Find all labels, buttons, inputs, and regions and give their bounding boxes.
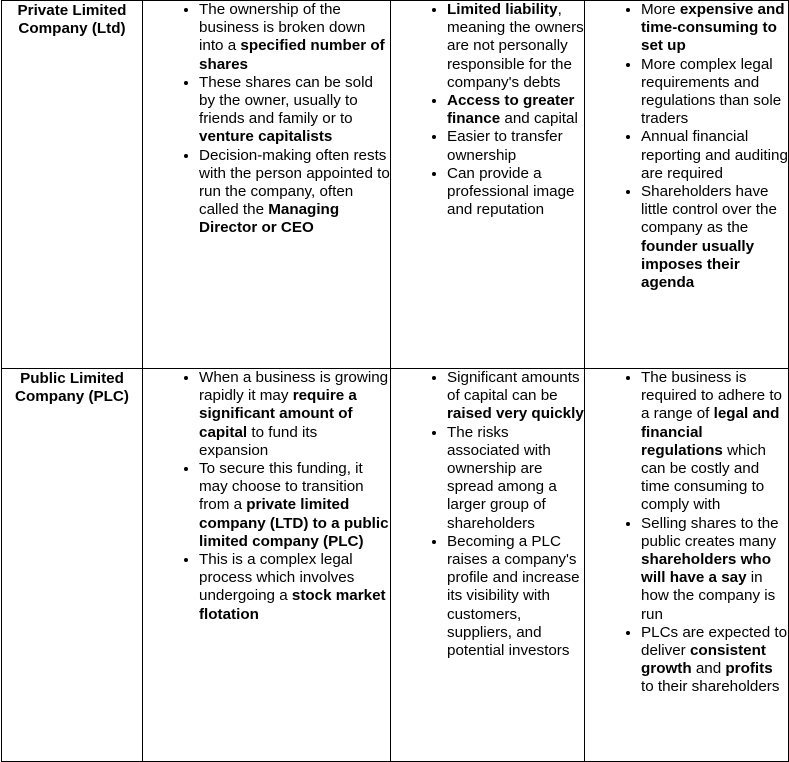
bullet-list	[143, 369, 390, 624]
list-item	[641, 515, 788, 624]
list-item	[641, 183, 788, 292]
disadvantages-cell	[585, 369, 789, 762]
text: which can be costly and time consuming to comply with	[641, 441, 766, 514]
text: Significant amounts of capital can be	[447, 369, 580, 405]
business-structure-table	[1, 0, 789, 762]
list-item	[199, 74, 390, 147]
list-item	[641, 369, 788, 515]
advantages-cell	[391, 369, 585, 762]
row-heading-cell	[2, 369, 143, 762]
list-item	[641, 1, 788, 56]
list-item	[447, 369, 584, 424]
bold-text: shareholders who will have a say	[641, 551, 771, 587]
table-row	[2, 369, 789, 762]
text: , meaning the owners are not personally responsible for the company's debts	[447, 1, 584, 91]
bold-text: Access to greater finance	[447, 92, 575, 128]
text: More complex legal requirements and regulations than sole traders	[641, 55, 782, 128]
bold-text: expensive and time-consuming to set up	[641, 1, 785, 55]
text: The risks associated with ownership are spread among a larger group of shareholders	[447, 423, 557, 532]
list-item	[447, 424, 584, 533]
table-row	[2, 1, 789, 369]
bold-text: raised very quickly	[447, 405, 584, 423]
bullet-list	[143, 1, 390, 238]
list-item	[641, 128, 788, 183]
text: Decision-making often rests with the person appointed to run the company, often called the	[199, 146, 390, 219]
list-item	[199, 460, 390, 551]
bold-text: consistent growth	[641, 642, 766, 678]
bullet-list	[585, 1, 788, 292]
text: Annual financial reporting and auditing are required	[641, 128, 788, 182]
text: Becoming a PLC raises a company's profile and increase its visibility with customers, suppliers, and potential investors	[447, 532, 580, 660]
text: Selling shares to the public creates many	[641, 514, 779, 550]
text: The business is required to adhere to a range of	[641, 369, 783, 423]
row-heading: Private Limited Company (Ltd)	[17, 2, 127, 38]
bold-text: Limited liability	[447, 1, 558, 18]
explanation-cell	[143, 1, 391, 369]
list-item	[199, 147, 390, 238]
bold-text: stock market flotation	[199, 587, 386, 623]
list-item	[447, 92, 584, 128]
disadvantages-cell	[585, 1, 789, 369]
text: Easier to transfer ownership	[447, 128, 563, 164]
bold-text: Managing Director or CEO	[199, 201, 340, 237]
bold-text: profits	[725, 660, 773, 678]
list-item	[641, 56, 788, 129]
list-item	[199, 369, 390, 460]
text: to their shareholders	[641, 678, 780, 696]
list-item	[199, 1, 390, 74]
list-item	[447, 1, 584, 92]
bold-text: legal and financial regulations	[641, 405, 780, 459]
text: More	[641, 1, 680, 18]
text: in how the company is run	[641, 569, 776, 623]
list-item	[447, 533, 584, 660]
bold-text: venture capitalists	[199, 128, 333, 146]
text: The ownership of the business is broken down into a	[199, 1, 366, 55]
text: to fund its expansion	[199, 423, 318, 459]
row-heading-cell	[2, 1, 143, 369]
list-item	[199, 551, 390, 624]
bullet-list	[585, 369, 788, 697]
text: This is a complex legal process which involves undergoing a	[199, 551, 355, 605]
list-item	[447, 165, 584, 220]
list-item	[641, 624, 788, 697]
text: Shareholders have little control over the company as the	[641, 183, 777, 237]
text: When a business is growing rapidly it may	[199, 369, 389, 405]
text: and capital	[500, 110, 578, 128]
row-heading: Public Limited Company (PLC)	[15, 370, 129, 406]
explanation-cell	[143, 369, 391, 762]
bullet-list	[391, 1, 584, 219]
text: These shares can be sold by the owner, usually to friends and family or to	[199, 73, 373, 128]
bold-text: require a significant amount of capital	[199, 387, 357, 441]
text: and	[691, 660, 726, 678]
bold-text: founder usually imposes their agenda	[641, 237, 755, 292]
text: Can provide a professional image and reputation	[447, 164, 575, 219]
text: PLCs are expected to deliver	[641, 623, 788, 660]
advantages-cell	[391, 1, 585, 369]
text: To secure this funding, it may choose to transition from a	[199, 460, 364, 514]
list-item	[447, 128, 584, 164]
bold-text: specified number of shares	[199, 37, 385, 73]
bold-text: private limited company (LTD) to a public limited company (PLC)	[199, 496, 389, 550]
bullet-list	[391, 369, 584, 660]
